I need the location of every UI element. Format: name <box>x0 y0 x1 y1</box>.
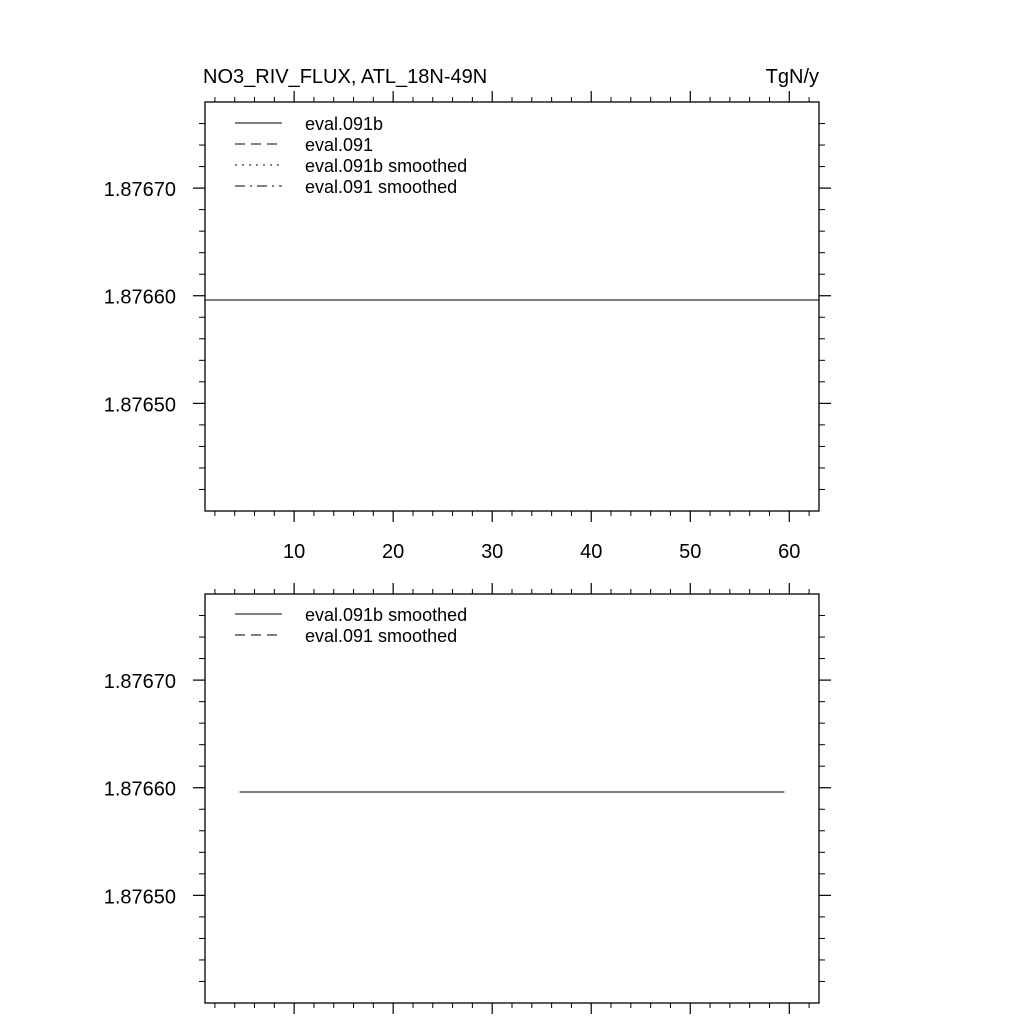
y-tick-label: 1.87650 <box>103 394 176 417</box>
y-tick-label: 1.87670 <box>103 671 176 694</box>
x-tick-label: 50 <box>679 541 702 563</box>
x-tick-label: 30 <box>481 541 504 563</box>
legend-label: eval.091 <box>305 135 374 155</box>
x-tick-label: 10 <box>283 541 306 563</box>
legend-label: eval.091b <box>305 114 384 134</box>
x-tick-label: 20 <box>382 541 405 563</box>
x-tick-label: 40 <box>580 541 603 563</box>
y-tick-label: 1.87650 <box>103 886 176 909</box>
legend-label: eval.091b smoothed <box>305 156 468 176</box>
legend-label: eval.091 smoothed <box>305 626 458 646</box>
y-tick-label: 1.87660 <box>103 286 176 309</box>
legend-label: eval.091b smoothed <box>305 605 468 625</box>
y-tick-label: 1.87660 <box>103 778 176 801</box>
chart-title: NO3_RIV_FLUX, ATL_18N-49N <box>203 66 488 88</box>
y-tick-label: 1.87670 <box>103 179 176 202</box>
legend-label: eval.091 smoothed <box>305 177 458 197</box>
units-label: TgN/y <box>765 66 819 88</box>
x-tick-label: 60 <box>778 541 801 563</box>
